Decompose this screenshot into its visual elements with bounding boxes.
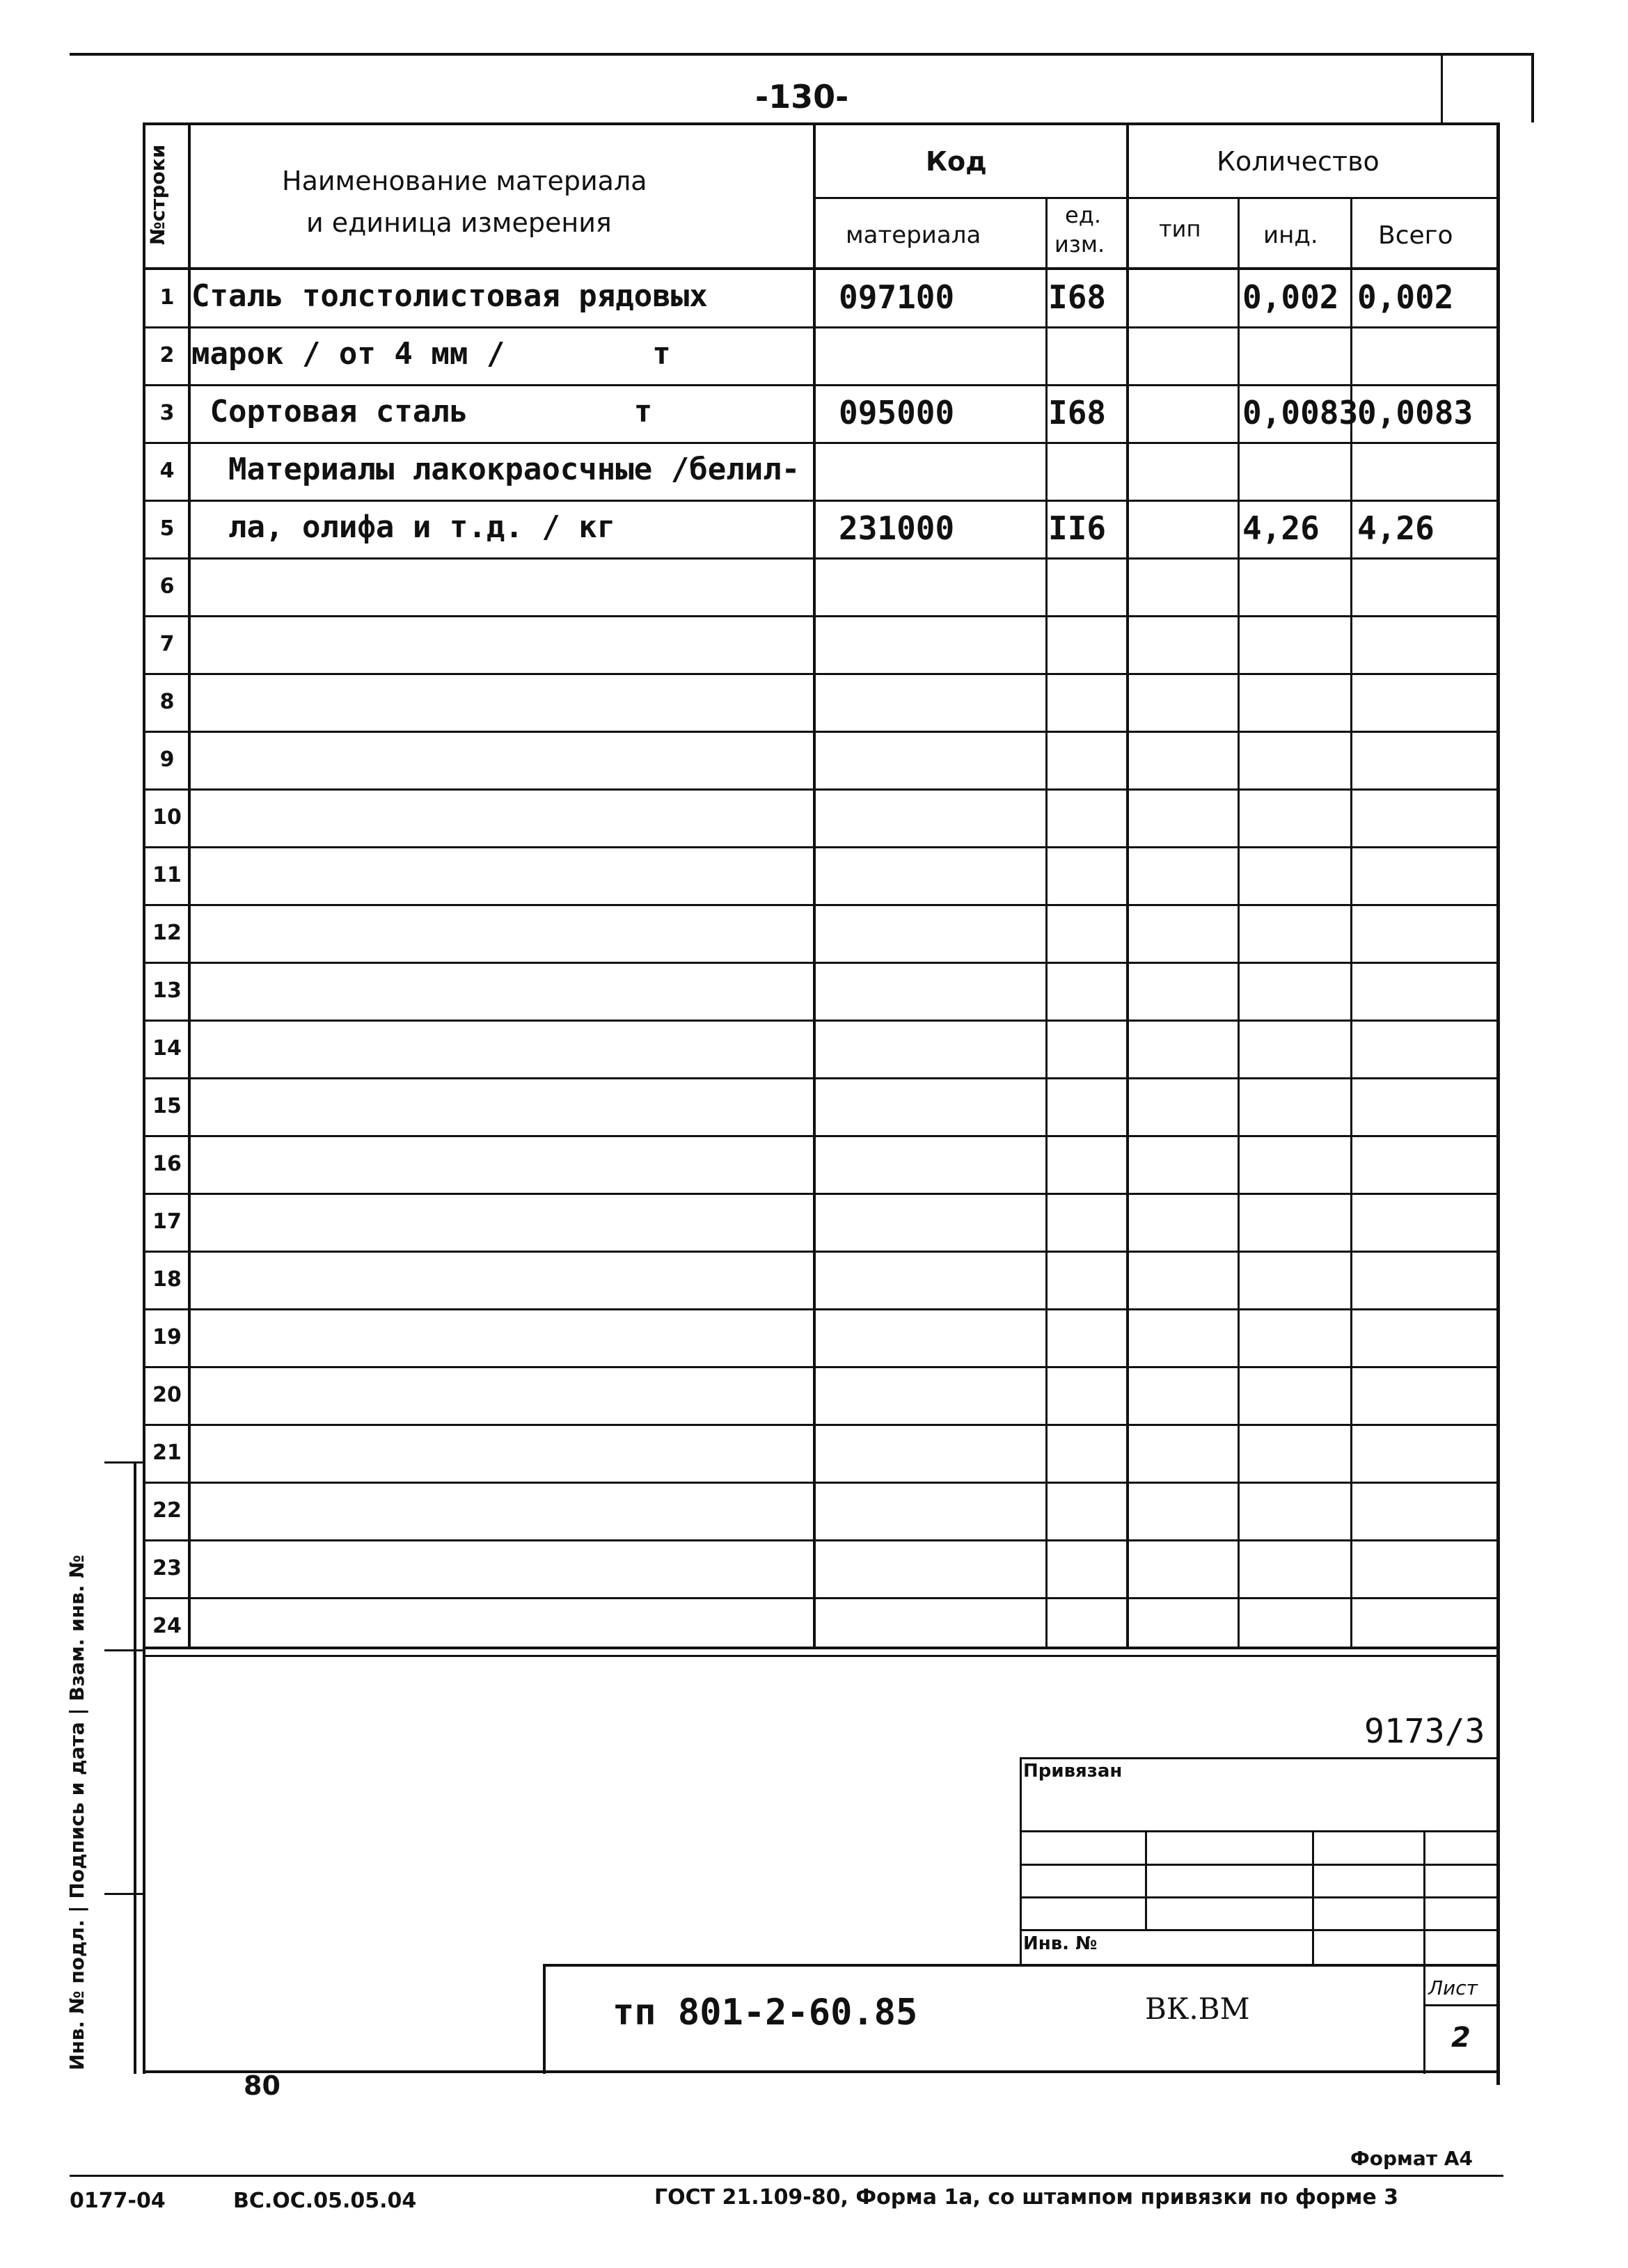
- header-name-line1: Наименование материала: [282, 166, 647, 196]
- mark: ВК.ВМ: [1145, 1992, 1250, 2026]
- row-number: 21: [152, 1441, 182, 1465]
- row-total: 4,26: [1357, 509, 1435, 547]
- header-material: материала: [846, 221, 981, 249]
- row-number: 1: [159, 285, 175, 310]
- header-name-line2: и единица измерения: [306, 207, 612, 238]
- row-number: 22: [152, 1498, 182, 1523]
- row-ind: 4,26: [1242, 509, 1320, 547]
- row-name: ла, олифа и т.д. / кг: [191, 509, 616, 545]
- row-number: 8: [159, 690, 175, 714]
- row-total: 0,002: [1357, 278, 1454, 316]
- row-total: 0,0083: [1357, 394, 1473, 431]
- row-number: 20: [152, 1383, 182, 1407]
- row-number: 15: [152, 1094, 182, 1118]
- row-number: 13: [152, 978, 182, 1003]
- sheet-number: 2: [1451, 2022, 1471, 2054]
- footer-left-code: ВС.ОС.05.05.04: [233, 2189, 417, 2213]
- row-name: Сталь толстолистовая рядовых: [191, 278, 708, 314]
- row-name: Материалы лакокраосчные /белил-: [191, 452, 800, 487]
- header-unit-2: изм.: [1054, 231, 1105, 257]
- page-number: -130-: [755, 78, 849, 116]
- row-ind: 0,002: [1242, 278, 1339, 316]
- row-number: 14: [152, 1036, 182, 1061]
- footer-format: Формат А4: [1350, 2147, 1473, 2170]
- row-number: 2: [159, 343, 175, 367]
- row-number: 9: [159, 747, 175, 772]
- footer-gost: ГОСТ 21.109-80, Форма 1а, со штампом привязки по форме 3: [654, 2185, 1399, 2210]
- row-code: 097100: [839, 278, 955, 316]
- row-number: 16: [152, 1152, 182, 1176]
- row-number: 23: [152, 1556, 182, 1580]
- doc-number: 9173/3: [1364, 1712, 1485, 1751]
- header-quantity: Количество: [1217, 146, 1380, 177]
- row-number: 24: [152, 1614, 182, 1638]
- row-number: 12: [152, 921, 182, 945]
- row-number: 11: [152, 863, 182, 887]
- header-unit-1: ед.: [1065, 202, 1101, 228]
- row-number: 3: [159, 401, 175, 425]
- row-code: 095000: [839, 394, 955, 431]
- row-number: 17: [152, 1210, 182, 1234]
- row-unit: I68: [1048, 278, 1107, 316]
- row-number: 6: [159, 574, 175, 598]
- row-number: 4: [159, 459, 175, 483]
- side-number: 80: [244, 2070, 280, 2101]
- row-unit: I68: [1048, 394, 1107, 431]
- header-type: тип: [1159, 216, 1201, 242]
- footer-left: 0177-04: [70, 2189, 166, 2213]
- row-name: марок / от 4 мм / т: [191, 336, 671, 372]
- header-code: Код: [926, 146, 987, 177]
- inv-no-label: Инв. №: [1023, 1933, 1098, 1954]
- linked-label: Привязан: [1023, 1761, 1123, 1782]
- designation: тп 801-2-60.85: [613, 1992, 918, 2033]
- row-number: 18: [152, 1267, 182, 1292]
- header-row-no: №строки: [146, 144, 169, 245]
- row-number: 7: [159, 632, 175, 656]
- row-number: 5: [159, 516, 175, 541]
- row-name: Сортовая сталь т: [191, 394, 653, 429]
- header-total: Всего: [1378, 221, 1453, 250]
- row-number: 10: [152, 805, 182, 830]
- row-code: 231000: [839, 509, 955, 547]
- header-ind: инд.: [1263, 221, 1318, 249]
- row-number: 19: [152, 1325, 182, 1349]
- row-unit: II6: [1048, 509, 1107, 547]
- side-label: Инв. № подл. | Подпись и дата | Взам. инв. №: [65, 1555, 88, 2070]
- row-ind: 0,0083: [1242, 394, 1359, 431]
- sheet-label: Лист: [1428, 1976, 1478, 1999]
